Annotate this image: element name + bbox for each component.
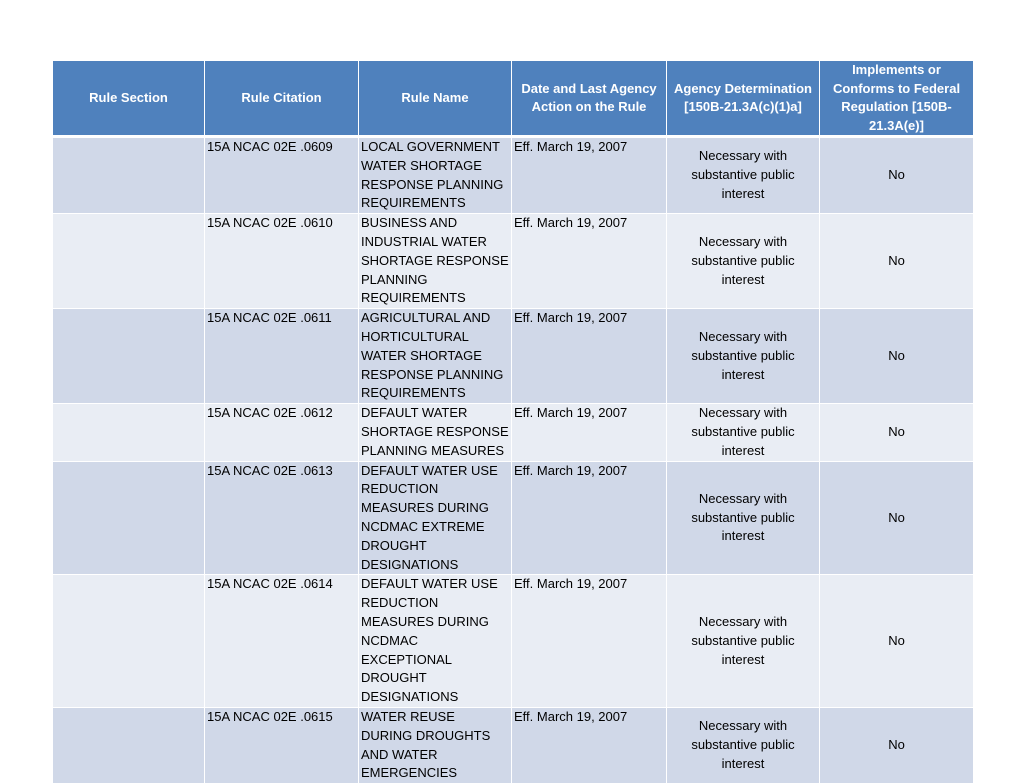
header-rule-section: Rule Section [53,61,205,137]
rule-section-cell [53,309,205,404]
rule-section-cell [53,461,205,575]
rule-date-cell: Eff. March 19, 2007 [512,137,667,214]
rule-citation-cell: 15A NCAC 02E .0611 [205,309,359,404]
rule-name-cell: DEFAULT WATER USE REDUCTION MEASURES DURING NCDMAC EXTREME DROUGHT DESIGNATIONS [359,461,512,575]
header-federal-regulation: Implements or Conforms to Federal Regulation [150B-21.3A(e)] [820,61,974,137]
table-row [53,214,974,309]
rule-name-cell: DEFAULT WATER SHORTAGE RESPONSE PLANNING MEASURES [359,404,512,461]
rule-section-cell [53,137,205,214]
table-row [53,404,974,461]
table-row [53,575,974,708]
rule-date-cell: Eff. March 19, 2007 [512,309,667,404]
rule-section-cell [53,707,205,783]
table-body [53,137,974,784]
header-row [53,61,974,137]
rule-date-cell: Eff. March 19, 2007 [512,707,667,783]
agency-determination-cell: Necessary with substantive public interest [667,707,820,783]
header-rule-citation: Rule Citation [205,61,359,137]
agency-determination-cell: Necessary with substantive public interest [667,137,820,214]
agency-determination-cell: Necessary with substantive public interest [667,575,820,708]
agency-determination-cell: Necessary with substantive public interest [667,214,820,309]
agency-determination-cell: Necessary with substantive public interest [667,461,820,575]
federal-regulation-cell: No [820,214,974,309]
rule-section-cell [53,214,205,309]
table-row [53,309,974,404]
rule-citation-cell: 15A NCAC 02E .0614 [205,575,359,708]
rule-date-cell: Eff. March 19, 2007 [512,461,667,575]
federal-regulation-cell: No [820,575,974,708]
header-agency-determination: Agency Determination [150B-21.3A(c)(1)a] [667,61,820,137]
rule-name-cell: AGRICULTURAL AND HORTICULTURAL WATER SHORTAGE RESPONSE PLANNING REQUIREMENTS [359,309,512,404]
agency-determination-cell: Necessary with substantive public interest [667,309,820,404]
federal-regulation-cell: No [820,404,974,461]
rule-citation-cell: 15A NCAC 02E .0613 [205,461,359,575]
rule-date-cell: Eff. March 19, 2007 [512,404,667,461]
federal-regulation-cell: No [820,461,974,575]
rule-section-cell [53,404,205,461]
table-row [53,461,974,575]
rules-table [52,60,974,784]
table-header [53,61,974,137]
header-date-last-action: Date and Last Agency Action on the Rule [512,61,667,137]
rule-name-cell: WATER REUSE DURING DROUGHTS AND WATER EMERGENCIES [359,707,512,783]
agency-determination-cell: Necessary with substantive public interest [667,404,820,461]
federal-regulation-cell: No [820,137,974,214]
rule-date-cell: Eff. March 19, 2007 [512,214,667,309]
rule-citation-cell: 15A NCAC 02E .0610 [205,214,359,309]
rule-citation-cell: 15A NCAC 02E .0612 [205,404,359,461]
table-row [53,707,974,783]
federal-regulation-cell: No [820,309,974,404]
federal-regulation-cell: No [820,707,974,783]
rule-section-cell [53,575,205,708]
rule-citation-cell: 15A NCAC 02E .0609 [205,137,359,214]
header-rule-name: Rule Name [359,61,512,137]
rule-name-cell: BUSINESS AND INDUSTRIAL WATER SHORTAGE RESPONSE PLANNING REQUIREMENTS [359,214,512,309]
rule-date-cell: Eff. March 19, 2007 [512,575,667,708]
table-row [53,137,974,214]
rule-name-cell: DEFAULT WATER USE REDUCTION MEASURES DURING NCDMAC EXCEPTIONAL DROUGHT DESIGNATIONS [359,575,512,708]
rule-citation-cell: 15A NCAC 02E .0615 [205,707,359,783]
rule-name-cell: LOCAL GOVERNMENT WATER SHORTAGE RESPONSE PLANNING REQUIREMENTS [359,137,512,214]
